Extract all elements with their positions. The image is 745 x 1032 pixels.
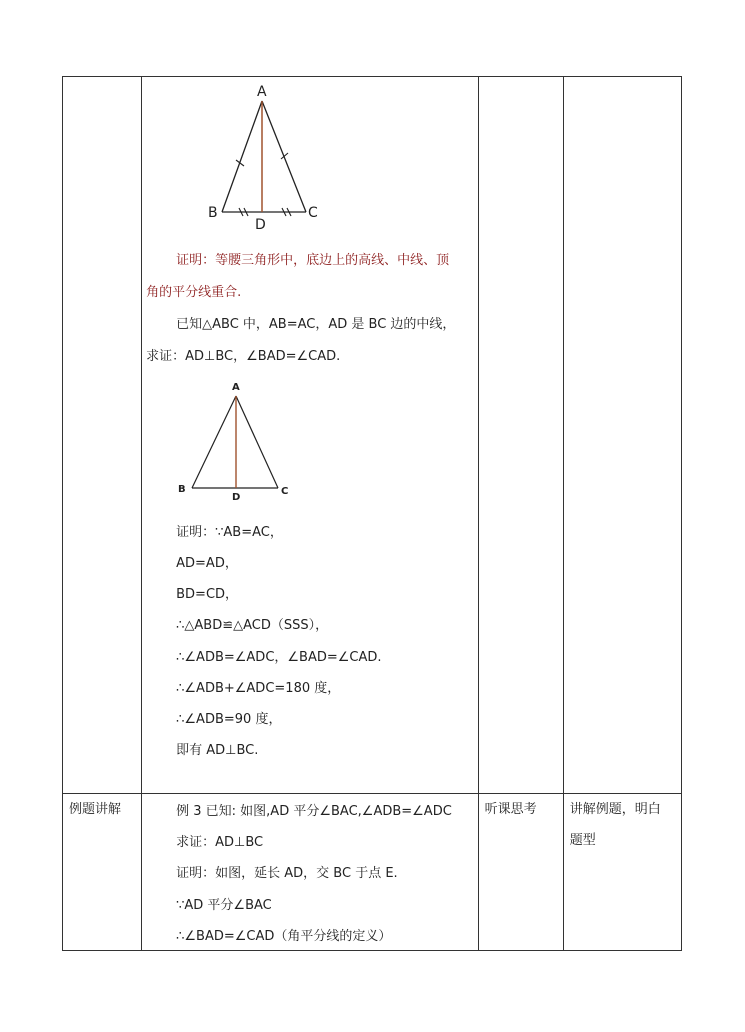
vertex-label-d: D xyxy=(255,217,266,233)
stage-label: 例题讲解 xyxy=(69,802,122,817)
example-line: 求证：AD⊥BC xyxy=(176,835,264,850)
side-ac xyxy=(236,396,278,488)
table-row xyxy=(63,77,682,794)
proof-line: ∴△ABD≌△ACD（SSS）， xyxy=(176,618,329,633)
stage-cell xyxy=(63,794,142,951)
triangle-figure-2 xyxy=(172,375,312,505)
content-cell xyxy=(142,77,479,794)
design-intent-cell xyxy=(563,77,681,794)
side-ab xyxy=(192,396,236,488)
student-activity-label: 听课思考 xyxy=(484,802,537,817)
given-line-1: 已知△ABC 中，AB=AC，AD 是 BC 边的中线， xyxy=(176,317,456,332)
theorem-line-1: 证明：等腰三角形中，底边上的高线、中线、顶 xyxy=(176,253,450,268)
proof-line: ∴∠ADB=∠ADC，∠BAD=∠CAD. xyxy=(176,650,382,665)
example-line: ∴∠BAD=∠CAD（角平分线的定义） xyxy=(176,929,392,944)
vertex-label-b: B xyxy=(178,484,186,495)
example-line: 证明：如图，延长 AD，交 BC 于点 E. xyxy=(176,866,398,881)
student-activity-cell xyxy=(478,77,563,794)
design-intent-line-1: 讲解例题，明白 xyxy=(569,802,661,817)
proof-line: BD=CD， xyxy=(176,587,239,602)
vertex-label-c: C xyxy=(281,486,289,497)
side-ab xyxy=(222,101,262,212)
proof-line: 即有 AD⊥BC. xyxy=(176,743,259,758)
proof-line: ∴∠ADB+∠ADC=180 度， xyxy=(176,681,341,696)
stage-cell xyxy=(63,77,142,794)
design-intent-line-2: 题型 xyxy=(569,833,596,848)
proof-line: AD=AD， xyxy=(176,556,238,571)
table-row xyxy=(63,794,682,951)
student-activity-cell xyxy=(478,794,563,951)
vertex-label-a: A xyxy=(257,84,267,100)
content-cell xyxy=(142,794,479,951)
lesson-table xyxy=(62,76,682,951)
example-line: ∵AD 平分∠BAC xyxy=(176,898,272,913)
vertex-label-a: A xyxy=(232,382,240,393)
vertex-label-d: D xyxy=(232,492,241,503)
vertex-label-b: B xyxy=(208,205,218,221)
theorem-line-2: 角的平分线重合. xyxy=(146,285,242,300)
proof-line: ∴∠ADB=90 度， xyxy=(176,712,282,727)
example-line: 例 3 已知: 如图,AD 平分∠BAC,∠ADB=∠ADC xyxy=(176,804,452,819)
vertex-label-c: C xyxy=(308,205,318,221)
prove-line: 求证：AD⊥BC，∠BAD=∠CAD. xyxy=(146,349,341,364)
proof-line: 证明：∵AB=AC， xyxy=(176,525,283,540)
design-intent-cell xyxy=(563,794,681,951)
triangle-figure-1 xyxy=(182,81,382,241)
